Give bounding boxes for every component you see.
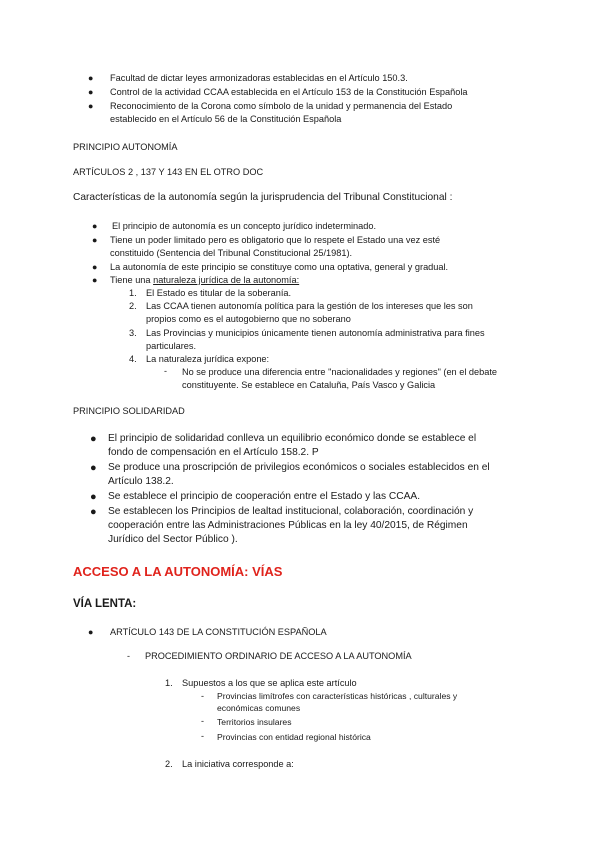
list-item: Se produce una proscripción de privilegios económicos o sociales establecidos en el xyxy=(108,462,490,473)
dash-item: Provincias limítrofes con características históricas , culturales y xyxy=(217,691,458,701)
dash-item-continuation: constituyente. Se establece en Cataluña, País Vasco y Galicia xyxy=(182,380,436,390)
bullet-icon: ● xyxy=(90,491,97,503)
numbered-item: Las Provincias y municipios únicamente tienen autonomía administrativa para fines xyxy=(146,328,485,338)
numbered-item: Las CCAA tienen autonomía política para la gestión de los intereses que les son xyxy=(146,301,473,311)
list-number: 3. xyxy=(129,328,137,338)
list-item-prefix: Tiene una xyxy=(110,275,154,285)
intro-paragraph: Características de la autonomía según la jurisprudencia del Tribunal Constitucional : xyxy=(73,192,453,203)
bullet-icon: ● xyxy=(90,433,97,445)
dash-icon: - xyxy=(201,691,204,701)
dash-item: Provincias con entidad regional histórica xyxy=(217,732,371,742)
dash-item-continuation: económicas comunes xyxy=(217,703,301,713)
list-item xyxy=(110,274,299,287)
list-item: Tiene un poder limitado pero es obligatorio que lo respete el Estado una vez esté xyxy=(110,235,441,245)
dash-item: PROCEDIMIENTO ORDINARIO DE ACCESO A LA AUTONOMÍA xyxy=(145,651,412,661)
underlined-text: naturaleza jurídica de la autonomía: xyxy=(153,275,300,285)
bullet-icon: ● xyxy=(88,73,94,83)
list-number: 1. xyxy=(165,678,173,688)
numbered-item: Supuestos a los que se aplica este artículo xyxy=(182,678,357,688)
section-subheading: ARTÍCULOS 2 , 137 Y 143 EN EL OTRO DOC xyxy=(73,167,264,177)
bullet-icon: ● xyxy=(92,221,98,231)
section-title: ACCESO A LA AUTONOMÍA: VÍAS xyxy=(73,564,283,579)
dash-icon: - xyxy=(164,366,167,376)
list-item-continuation: constituido (Sentencia del Tribunal Constitucional 25/1981). xyxy=(110,248,353,258)
list-item: El principio de autonomía es un concepto jurídico indeterminado. xyxy=(112,221,377,231)
list-number: 2. xyxy=(165,759,173,769)
section-heading: PRINCIPIO SOLIDARIDAD xyxy=(73,406,185,416)
bullet-icon: ● xyxy=(88,87,94,97)
dash-item: No se produce una diferencia entre "nacionalidades y regiones" (en el debate xyxy=(182,367,498,377)
list-item-continuation: Jurídico del Sector Público ). xyxy=(108,534,238,545)
list-item: El principio de solidaridad conlleva un equilibrio económico donde se establece el xyxy=(108,433,477,444)
bullet-icon: ● xyxy=(90,462,97,474)
numbered-item-continuation: propios como es el autogobierno que no soberano xyxy=(146,314,351,324)
bullet-icon: ● xyxy=(88,101,94,111)
bullet-icon: ● xyxy=(92,262,98,272)
list-item-continuation: Artículo 138.2. xyxy=(108,476,174,487)
dash-icon: - xyxy=(201,716,204,726)
bullet-icon: ● xyxy=(92,275,98,285)
section-heading: PRINCIPIO AUTONOMÍA xyxy=(73,142,178,152)
numbered-item: El Estado es titular de la soberanía. xyxy=(146,288,292,298)
list-item-continuation: cooperación entre las Administraciones Públicas en la ley 40/2015, de Régimen xyxy=(108,520,468,531)
dash-icon: - xyxy=(201,731,204,741)
list-item: Control de la actividad CCAA establecida en el Artículo 153 de la Constitución Española xyxy=(110,87,468,97)
list-number: 1. xyxy=(129,288,137,298)
numbered-item: La iniciativa corresponde a: xyxy=(182,759,294,769)
subsection-title: VÍA LENTA: xyxy=(73,598,137,610)
list-item-continuation: establecido en el Artículo 56 de la Constitución Española xyxy=(110,114,342,124)
bullet-icon: ● xyxy=(92,235,98,245)
list-item: Reconocimiento de la Corona como símbolo de la unidad y permanencia del Estado xyxy=(110,101,453,111)
list-item: Se establecen los Principios de lealtad institucional, colaboración, coordinación y xyxy=(108,506,474,517)
dash-icon: - xyxy=(127,651,130,661)
list-number: 4. xyxy=(129,354,137,364)
numbered-item-continuation: particulares. xyxy=(146,341,197,351)
list-item: ARTÍCULO 143 DE LA CONSTITUCIÓN ESPAÑOLA xyxy=(110,627,327,637)
list-item: La autonomía de este principio se constituye como una optativa, general y gradual. xyxy=(110,262,449,272)
bullet-icon: ● xyxy=(88,627,94,637)
numbered-item: La naturaleza jurídica expone: xyxy=(146,354,270,364)
bullet-icon: ● xyxy=(90,506,97,518)
list-item: Facultad de dictar leyes armonizadoras establecidas en el Artículo 150.3. xyxy=(110,73,408,83)
list-number: 2. xyxy=(129,301,137,311)
list-item-continuation: fondo de compensación en el Artículo 158.2. P xyxy=(108,447,319,458)
dash-item: Territorios insulares xyxy=(217,717,292,727)
list-item: Se establece el principio de cooperación entre el Estado y las CCAA. xyxy=(108,491,421,502)
